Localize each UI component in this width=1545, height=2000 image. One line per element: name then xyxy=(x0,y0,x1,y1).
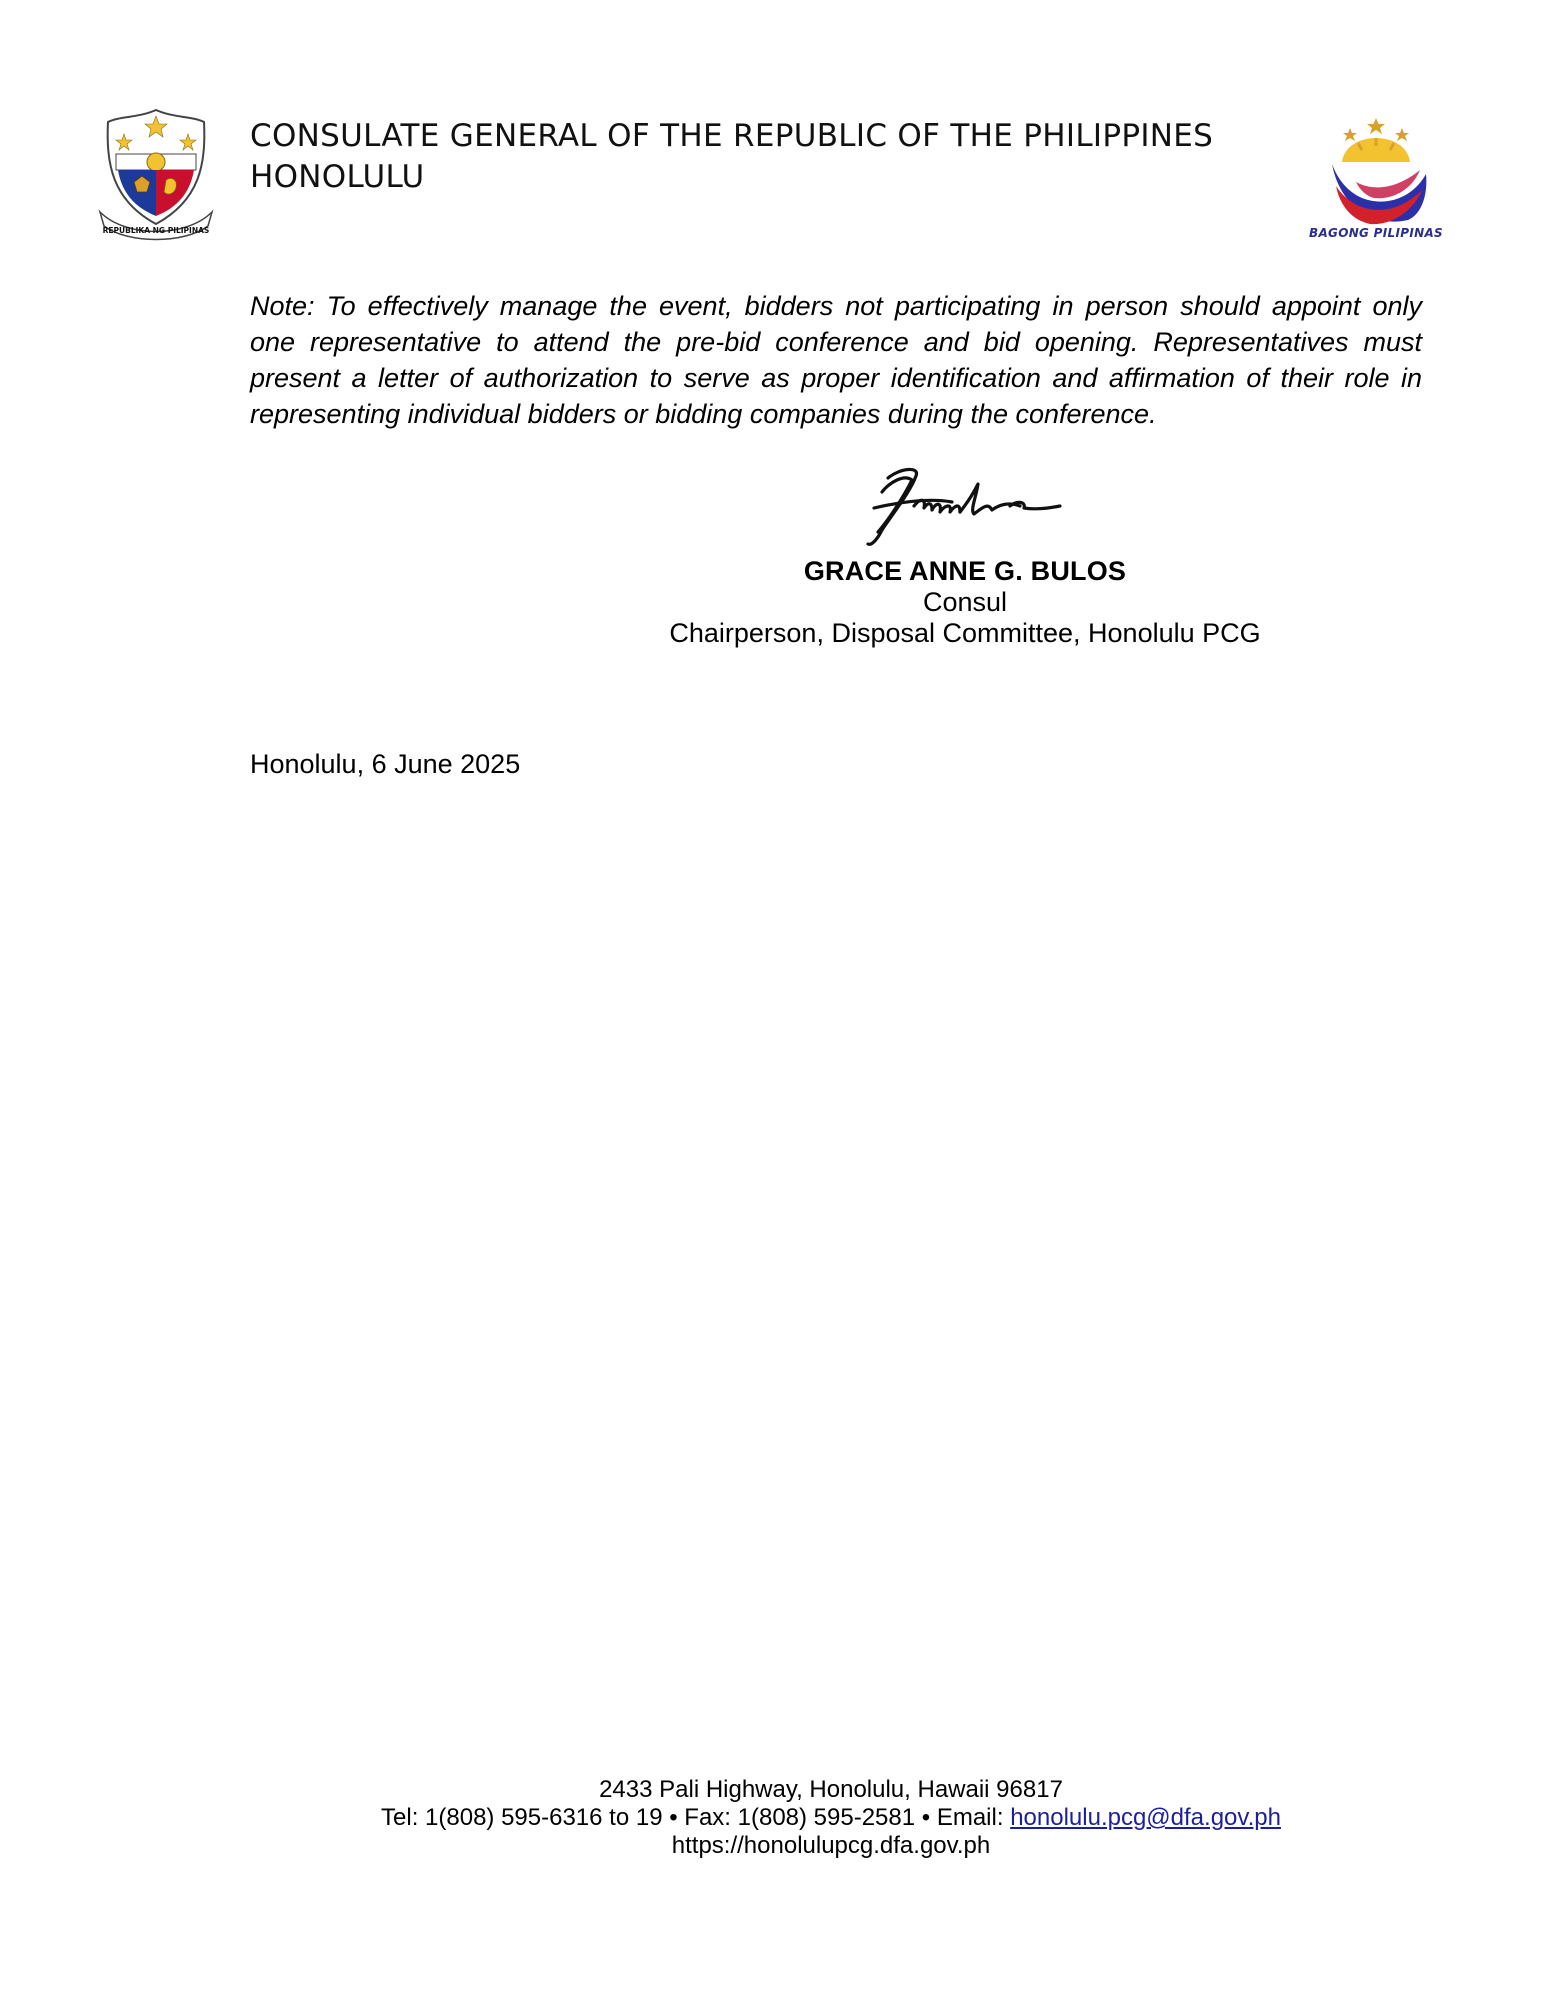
signatory-name: GRACE ANNE G. BULOS xyxy=(803,556,1127,586)
email-link[interactable]: honolulu.pcg@dfa.gov.ph xyxy=(1010,1804,1281,1831)
handwritten-signature xyxy=(860,462,1070,552)
footer-tel-fax: Tel: 1(808) 595-6316 to 19 • Fax: 1(808) 595-2581 • Email: xyxy=(381,1804,1004,1831)
note-line: one representative to attend the pre-bid conference and bid opening. Representatives must xyxy=(250,327,1422,357)
note-paragraph xyxy=(250,288,1422,432)
letterhead-title xyxy=(250,116,1213,198)
philippine-seal-icon xyxy=(96,104,216,244)
signatory-title: Consul xyxy=(922,587,1008,617)
note-line: representing individual bidders or bidding companies during the conference. xyxy=(250,399,1157,429)
footer-contact xyxy=(250,1776,1412,1860)
website-link[interactable]: https://honolulupcg.dfa.gov.ph xyxy=(671,1832,991,1859)
letterhead-line-2: HONOLULU xyxy=(250,159,425,195)
svg-text:REPUBLIKA NG PILIPINAS: REPUBLIKA NG PILIPINAS xyxy=(102,226,210,235)
footer-contact-line xyxy=(250,1804,1412,1832)
place-and-date: Honolulu, 6 June 2025 xyxy=(250,749,521,779)
signatory-role: Chairperson, Disposal Committee, Honolulu PCG xyxy=(669,618,1261,648)
footer-address: 2433 Pali Highway, Honolulu, Hawaii 96817 xyxy=(599,1776,1063,1803)
signatory-block xyxy=(640,556,1290,649)
bagong-pilipinas-caption: BAGONG PILIPINAS xyxy=(1309,226,1443,240)
letterhead-line-1: CONSULATE GENERAL OF THE REPUBLIC OF THE PHILIPPINES xyxy=(250,118,1214,154)
note-line: present a letter of authorization to serve as proper identification and affirmation of their role in xyxy=(250,363,1422,393)
note-line: Note: To effectively manage the event, bidders not participating in person should appoint only xyxy=(250,291,1422,321)
